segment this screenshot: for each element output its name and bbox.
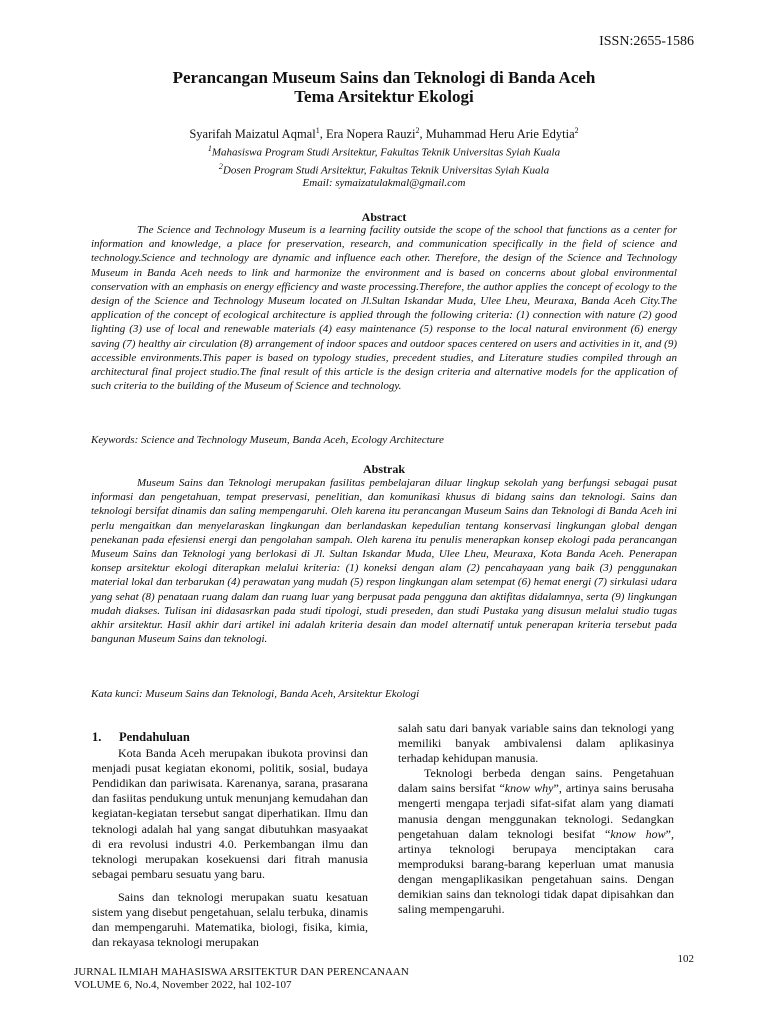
- abstrak-body: [91, 476, 677, 646]
- affiliation-1-text: Mahasiswa Program Studi Arsitektur, Fakultas Teknik Universitas Syiah Kuala: [211, 146, 561, 159]
- abstrak-heading: Abstrak: [362, 462, 405, 476]
- issn-label: ISSN:2655-1586: [599, 34, 694, 49]
- affiliation-2-sup: 2: [218, 161, 223, 171]
- author-email: Email: symaizatulakmal@gmail.com: [302, 177, 466, 190]
- affiliation-2-text: Dosen Program Studi Arsitektur, Fakultas Teknik Universitas Syiah Kuala: [222, 164, 550, 177]
- p4-text-c: ”, artinya teknologi berupaya menciptakan cara memproduksi barang-barang keperluan umat manusia dengan mengaplikasikan pengetahuan sains. Dengan demikian sains dan teknologi tidak dapat dipisahkan dan saling mempengaruhi.: [398, 826, 674, 917]
- author-1: Syarifah Maizatul Aqmal: [189, 127, 316, 142]
- author-block: [0, 123, 768, 190]
- author-2-sup: 2: [415, 126, 420, 135]
- abstract-heading: Abstract: [361, 210, 407, 224]
- column-right: [398, 721, 674, 917]
- title-line-1: Perancangan Museum Sains dan Teknologi di Banda Aceh: [172, 68, 596, 87]
- page-number: 102: [677, 953, 694, 965]
- p4-text-a: Teknologi berbeda dengan sains. Pengetahuan dalam sains bersifat “: [398, 766, 674, 796]
- keywords: Keywords: Science and Technology Museum, Banda Aceh, Ecology Architecture: [91, 434, 444, 446]
- author-3: , Muhammad Heru Arie Edytia: [419, 127, 575, 142]
- intro-paragraph-4: [398, 766, 674, 917]
- affiliation-1-sup: 1: [207, 144, 212, 154]
- author-names: [0, 123, 768, 142]
- abstrak-text: Museum Sains dan Teknologi merupakan fasilitas pembelajaran diluar lingkup sekolah yang berfungsi sebagai pusat informasi dan pengetahuan, tempat preservasi, penelitian, dan komunikasi khusus di bidang sains dan teknologi. Sains dan teknologi bersifat dinamis dan saling mempengaruhi. Oleh karena itu perancangan Museum Sains dan Teknologi di Banda Aceh ini perlu mengaitkan dan menyelaraskan lingkungan dan berlandaskan kepedulian tentang konservasi lingkungan global dengan penekanan pada efesiensi energi dan pengolahan sampah. Oleh karena itu penulis menerapkan konsep ekologi pada perancangan Museum Sains dan Teknologi yang berlokasi di Jl. Sultan Iskandar Muda, Ulee Lheu, Meuraxa, Kota Banda Aceh. Penerapan konsep arsitektur ekologi diterapkan melalui kriteria: (1) koneksi dengan alam (2) pencahayaan yang baik (3) penggunakan material lokal dan terbarukan (4) perawatan yang mudah (5) respon lingkungan alam setempat (6) hemat energi (7) sirkulasi udara yang sehat (8) penataan ruang dalam dan ruang luar yang berpusat pada pengguna dan aktifitas didalamnya, serta (9) lingkungan mudah diakses. Tulisan ini didasasrkan pada studi tipologi, studi preseden, dan studi Pustaka yang disusun melalui studio tugas akhir arsitektur. Hasil akhir dari artikel ini adalah kriteria desain dan model alternatif untuk penerapan kriteria tersebut pada bangunan Museum Sains dan teknologi.: [91, 477, 677, 646]
- affiliation-2: [0, 160, 768, 178]
- author-1-sup: 1: [315, 126, 320, 135]
- affiliation-1: [0, 142, 768, 160]
- journal-footer: [74, 966, 409, 992]
- section-number: 1.: [92, 730, 102, 744]
- p4-emphasis-2: know how: [610, 826, 666, 841]
- author-3-sup: 2: [574, 126, 579, 135]
- section-heading: [92, 730, 368, 745]
- author-2: , Era Nopera Rauzi: [319, 127, 416, 142]
- footer-line-1: JURNAL ILMIAH MAHASISWA ARSITEKTUR DAN PERENCANAAN: [74, 966, 409, 978]
- abstract-text: The Science and Technology Museum is a learning facility outside the scope of the school that functions as a center for information and knowledge, a place for preservation, research, and communication specifically in the field of science and technology.Science and technology are dynamic and influence each other. Therefore, the design of the Science and Technology Museum in Banda Aceh needs to link and harmonize the environment and is based on concerns about global environmental conservation with an emphasis on energy efficiency and waste processing.Therefore, the author applies the concept of ecology to the design of the Science and Technology Museum located on Jl.Sultan Iskandar Muda, Ulee Lheu, Meuraxa, Banda Aceh City.The application of the concept of ecological architecture is applied through the following criteria: (1) connection with nature (2) good lighting (3) use of local and renewable materials (4) easy maintenance (5) response to the local natural environment (6) energy saving (7) healthy air circulation (8) arrangement of indoor spaces and outdoor spaces centered on users and activities in it, and (9) accessible environments.This paper is based on typology studies, precedent studies, and Literature studies compiled through an architectural final project studio.The final result of this article is the design criteria and alternative models for the application of such criteria to the building of the Museum of Science and technology.: [91, 224, 677, 393]
- title-line-2: Tema Arsitektur Ekologi: [294, 87, 474, 106]
- intro-paragraph-2: Sains dan teknologi merupakan suatu kesatuan sistem yang disebut pengetahuan, selalu terbuka, dinamis dan mempengaruhi. Matematika, biologi, fisika, kimia, dan rekayasa teknologi merupakan: [92, 889, 368, 950]
- p4-emphasis-1: know why: [504, 781, 554, 796]
- intro-paragraph-1: Kota Banda Aceh merupakan ibukota provinsi dan menjadi pusat kegiatan ekonomi, politik, sosial, budaya Pendidikan dan pariwisata. Karenanya, sarana, prasarana dan fasiitas pendukung untuk menunjang kemudahan dan kegiatan-kegiatan tersebut sangat diperhatikan. Ilmu dan teknologi adalah hal yang sangat dibutuhkan masyaakat di era revolusi industri 4.0. Perkembangan ilmu dan teknologi merupakan kosekuensi dari fitrah manusia sebagai pembaru sesuatu yang baru.: [92, 746, 368, 881]
- footer-line-2: VOLUME 6, No.4, November 2022, hal 102-107: [74, 979, 292, 991]
- intro-paragraph-3: salah satu dari banyak variable sains dan teknologi yang memiliki banyak ambivalensi dalam aplikasinya terhadap kehidupan manusia.: [398, 721, 674, 766]
- section-title: Pendahuluan: [119, 730, 190, 744]
- abstract-body: [91, 223, 677, 393]
- column-left: [92, 730, 368, 950]
- kata-kunci: Kata kunci: Museum Sains dan Teknologi, Banda Aceh, Arsitektur Ekologi: [91, 688, 420, 700]
- p4-text-b: ”, artinya sains berusaha mengerti mengapa terjadi sifat-sifat alam yang diamati manusia dengan menggunakan teknologi. Sedangkan pengetahuan dalam teknologi besifat “: [398, 781, 674, 841]
- paper-title: [0, 68, 768, 106]
